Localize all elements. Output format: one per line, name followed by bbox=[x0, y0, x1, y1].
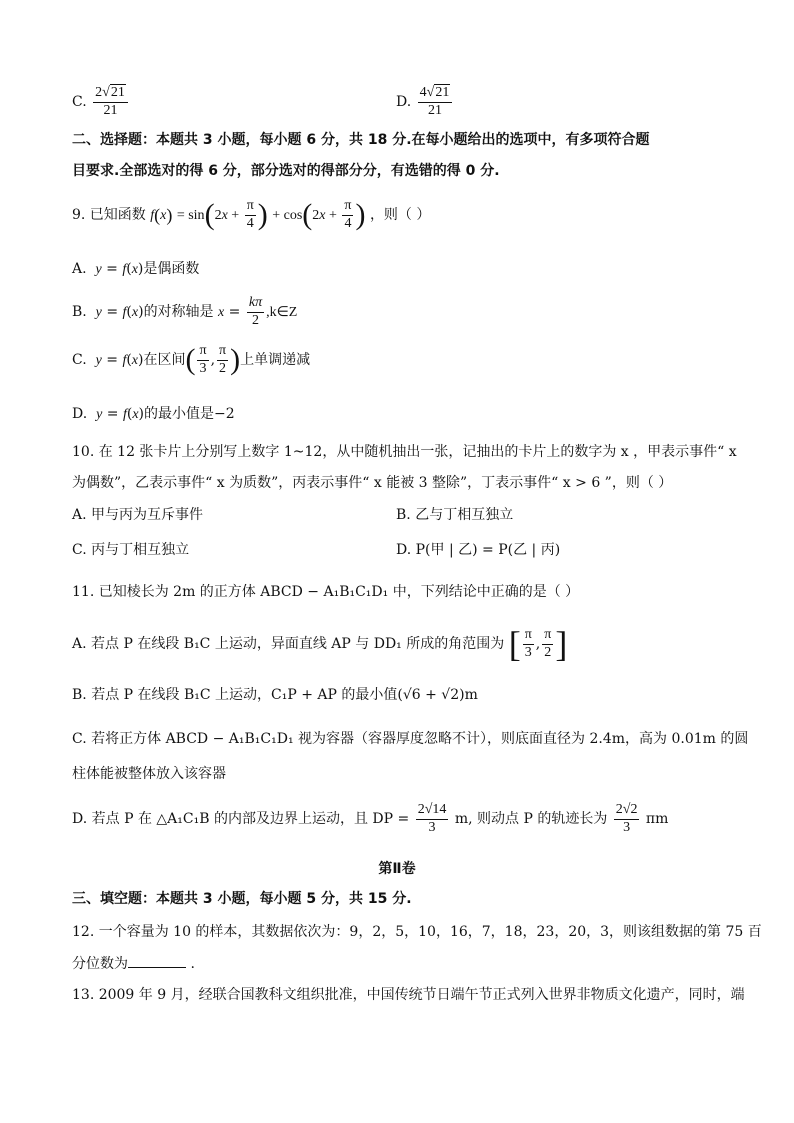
section2-heading-line2: 目要求.全部选对的得 6 分，部分选对的得部分分，有选错的得 0 分. bbox=[72, 163, 500, 179]
q11-option-a: A. 若点 P 在线段 B₁C 上运动，异面直线 AP 与 DD₁ 所成的角范围为 [ $\frac{\pi}{3}$ , $\frac{\pi}{2}$ ] bbox=[72, 624, 568, 664]
q12-line2: 分位数为 . bbox=[72, 956, 195, 972]
q9-option-a: A. y = f(x)是偶函数 bbox=[72, 261, 200, 277]
q9-option-c: C. y = f(x)在区间( $\frac{\pi}{3}$ , $\frac{\pi}{2}$ )上单调递减 bbox=[72, 343, 311, 377]
q11-option-c-line1: C. 若将正方体 ABCD − A₁B₁C₁D₁ 视为容器（容器厚度忽略不计），则底面直径为 2.4m，高为 0.01m 的圆 bbox=[72, 731, 749, 747]
q10-option-a: A. 甲与丙为互斥事件 bbox=[72, 507, 204, 523]
q9-stem: 9. 已知函数 f(x) = sin(2x + $\frac{\pi}{4}$ ) + cos(2x + $\frac{\pi}{4}$ ) ，则（ ） bbox=[72, 198, 431, 232]
part-title: 第Ⅱ卷 bbox=[378, 861, 416, 877]
q10-option-d: D. P(甲 | 乙) = P(乙 | 丙) bbox=[396, 542, 561, 558]
q13-line1: 13. 2009 年 9 月，经联合国教科文组织批准，中国传统节日端午节正式列入世界非物质文化遗产，同时，端 bbox=[72, 987, 745, 1003]
q11-option-c-line2: 柱体能被整体放入该容器 bbox=[72, 766, 226, 782]
q12-line1: 12. 一个容量为 10 的样本，其数据依次为：9，2，5，10，16，7，18，23，20，3，则该组数据的第 75 百 bbox=[72, 924, 762, 940]
answer-blank bbox=[128, 955, 186, 968]
q9-option-d: D. y = f(x)的最小值是−2 bbox=[72, 406, 235, 422]
option-c: C. $\frac{2√21}{21}$ bbox=[72, 86, 130, 118]
option-d-fraction: $\frac{4√21}{21}$ bbox=[418, 86, 453, 118]
q9-option-b: B. y = f(x)的对称轴是 x = $\frac{k\pi}{2}$ ,k∈Z bbox=[72, 295, 298, 328]
q11-option-b: B. 若点 P 在线段 B₁C 上运动，C₁P + AP 的最小值(√6 + √2)m bbox=[72, 687, 478, 703]
q11-stem: 11. 已知棱长为 2m 的正方体 ABCD − A₁B₁C₁D₁ 中，下列结论中正确的是（ ） bbox=[72, 584, 580, 600]
q10-line1: 10. 在 12 张卡片上分别写上数字 1~12，从中随机抽出一张，记抽出的卡片上的数字为 x ，甲表示事件“ x bbox=[72, 444, 737, 460]
section2-heading-line1: 二、选择题：本题共 3 小题，每小题 6 分，共 18 分.在每小题给出的选项中，有多项符合题 bbox=[72, 132, 650, 148]
section3-heading: 三、填空题：本题共 3 小题，每小题 5 分，共 15 分. bbox=[72, 891, 412, 907]
q10-line2: 为偶数”，乙表示事件“ x 为质数”，丙表示事件“ x 能被 3 整除”，丁表示事件“ x > 6 ”，则（ ） bbox=[72, 475, 673, 491]
option-c-fraction: $\frac{2√21}{21}$ bbox=[93, 86, 128, 118]
q11-option-d: D. 若点 P 在 △A₁C₁B 的内部及边界上运动，且 DP = $\frac{2√14}{3}$ m, 则动点 P 的轨迹长为 $\frac{2√2}{3}$ πm bbox=[72, 802, 669, 835]
q10-option-c: C. 丙与丁相互独立 bbox=[72, 542, 190, 558]
option-d: D. $\frac{4√21}{21}$ bbox=[396, 86, 454, 118]
q10-option-b: B. 乙与丁相互独立 bbox=[396, 507, 514, 523]
